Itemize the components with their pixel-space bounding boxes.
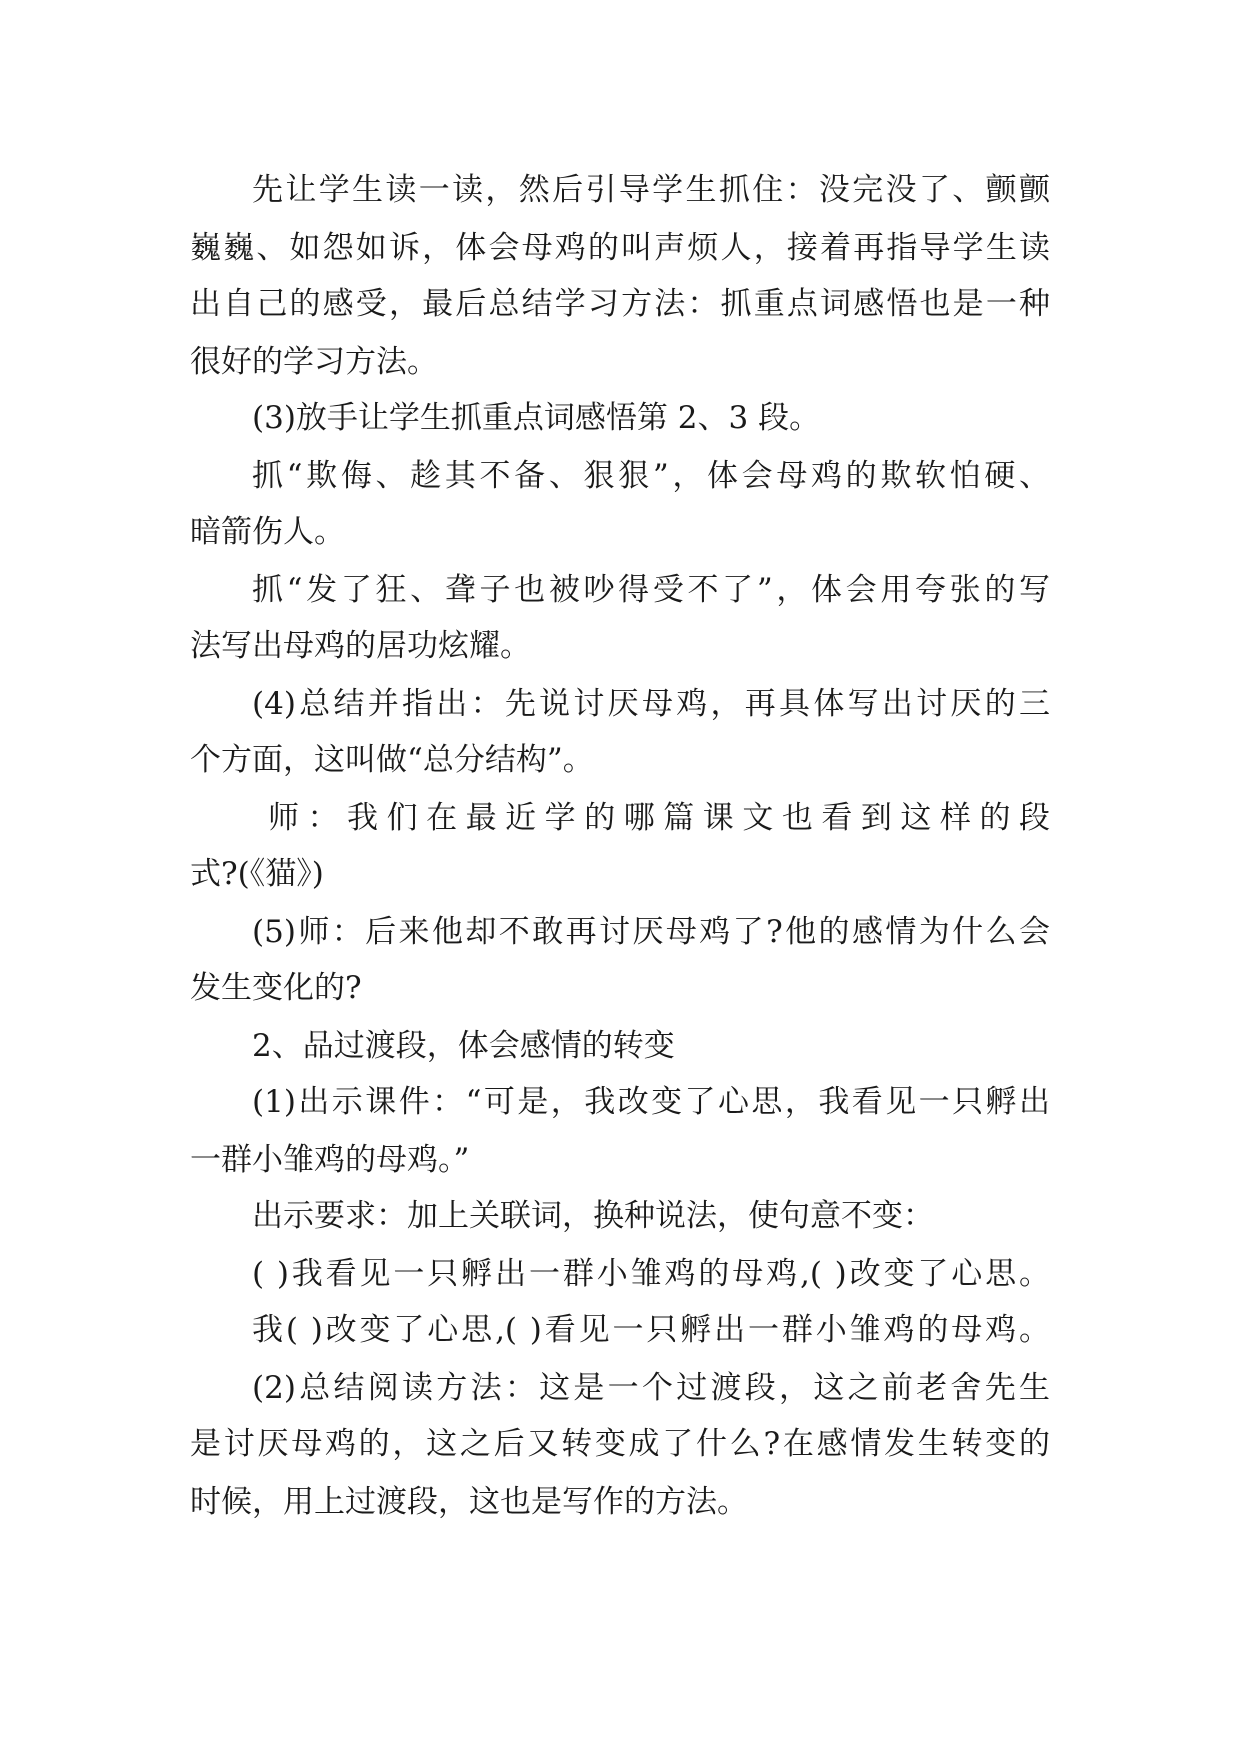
text-line: 抓“欺侮、趁其不备、狠狠”，体会母鸡的欺软怕硬、: [252, 458, 1050, 494]
text-line: 一群小雏鸡的母鸡。”: [190, 1142, 470, 1178]
text-line: 我( )改变了心思,( )看见一只孵出一群小雏鸡的母鸡。: [252, 1312, 1050, 1348]
text-line: 出自己的感受，最后总结学习方法：抓重点词感悟也是一种: [190, 286, 1050, 322]
text-line: 法写出母鸡的居功炫耀。: [190, 628, 531, 664]
text-line: 是讨厌母鸡的，这之后又转变成了什么?在感情发生转变的: [190, 1426, 1050, 1462]
text-line: (1)出示课件：“可是，我改变了心思，我看见一只孵出: [252, 1084, 1050, 1120]
text-line: 个方面，这叫做“总分结构”。: [190, 742, 594, 778]
text-line: 暗箭伤人。: [190, 514, 345, 550]
text-line: 发生变化的?: [190, 970, 362, 1006]
text-line: ( )我看见一只孵出一群小雏鸡的母鸡,( )改变了心思。: [252, 1256, 1050, 1292]
text-line: (2)总结阅读方法：这是一个过渡段，这之前老舍先生: [252, 1370, 1050, 1406]
text-line: 出示要求：加上关联词，换种说法，使句意不变：: [252, 1198, 934, 1234]
text-line: 时候，用上过渡段，这也是写作的方法。: [190, 1484, 748, 1520]
text-line: (5)师：后来他却不敢再讨厌母鸡了?他的感情为什么会: [252, 914, 1050, 950]
text-line: 很好的学习方法。: [190, 344, 438, 380]
text-line: 式?(《猫》): [190, 856, 324, 892]
text-line: 巍巍、如怨如诉，体会母鸡的叫声烦人，接着再指导学生读: [190, 230, 1050, 266]
text-line: (3)放手让学生抓重点词感悟第 2、3 段。: [252, 400, 821, 436]
text-line: 师：我们在最近学的哪篇课文也看到这样的段: [268, 800, 1050, 836]
text-line: 抓“发了狂、聋子也被吵得受不了”，体会用夸张的写: [252, 572, 1050, 608]
section-heading: 2、品过渡段，体会感情的转变: [252, 1028, 675, 1064]
text-line: 先让学生读一读，然后引导学生抓住：没完没了、颤颤: [252, 172, 1050, 208]
text-line: (4)总结并指出：先说讨厌母鸡，再具体写出讨厌的三: [252, 686, 1050, 722]
